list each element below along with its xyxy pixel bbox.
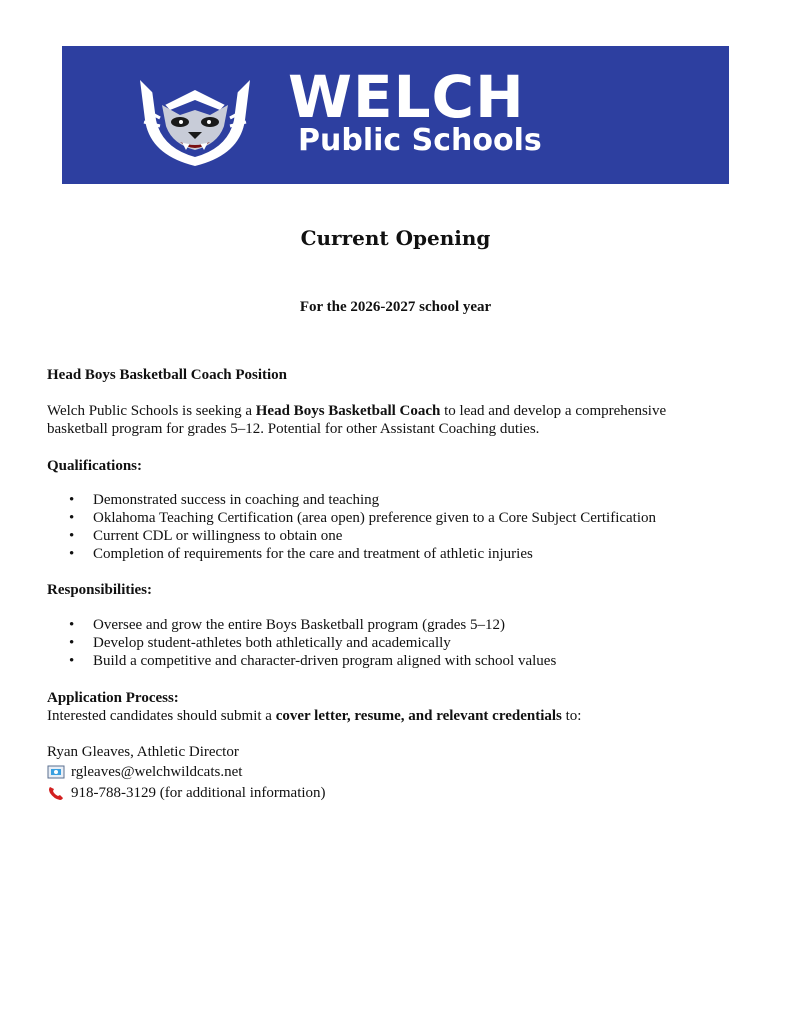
phone-icon (47, 785, 65, 801)
qualifications-list (47, 491, 656, 563)
list-item: • Current CDL or willingness to obtain one (69, 528, 343, 544)
intro-paragraph: Welch Public Schools is seeking a Head Boys Basketball Coach to lead and develop a comprehensive basketball program for grades 5–12. Potential for other Assistant Coaching duties. (47, 403, 667, 437)
email-icon (47, 764, 65, 780)
school-year: For the 2026-2027 school year (299, 299, 492, 315)
contact-name: Ryan Gleaves, Athletic Director (47, 744, 239, 760)
logo-title: WELCH (288, 63, 525, 131)
qualifications-heading: Qualifications: (47, 458, 143, 474)
responsibilities-list (47, 616, 556, 670)
header-banner (62, 46, 729, 184)
application-heading: Application Process: (47, 690, 179, 706)
email-link[interactable]: rgleaves@welchwildcats.net (71, 764, 243, 780)
phone-number[interactable]: 918-788-3129 (for additional information) (71, 785, 326, 801)
phone-row (47, 783, 326, 803)
list-item: • Oklahoma Teaching Certification (area open) preference given to a Core Subject Certification (69, 510, 657, 526)
list-item: • Completion of requirements for the care and treatment of athletic injuries (69, 546, 533, 562)
list-item: • Oversee and grow the entire Boys Basketball program (grades 5–12) (69, 617, 505, 633)
list-item: • Build a competitive and character-driven program aligned with school values (69, 653, 557, 669)
application-text: Interested candidates should submit a cover letter, resume, and relevant credentials to: (47, 708, 582, 724)
wildcat-mascot-icon (120, 60, 270, 172)
responsibilities-heading: Responsibilities: (47, 582, 153, 598)
position-title: Head Boys Basketball Coach Position (47, 367, 288, 383)
logo-subtitle: Public Schools (298, 123, 542, 158)
list-item: • Demonstrated success in coaching and teaching (69, 492, 380, 508)
page-title: Current Opening (300, 226, 491, 250)
email-row (47, 762, 242, 782)
list-item: • Develop student-athletes both athletically and academically (69, 635, 451, 651)
